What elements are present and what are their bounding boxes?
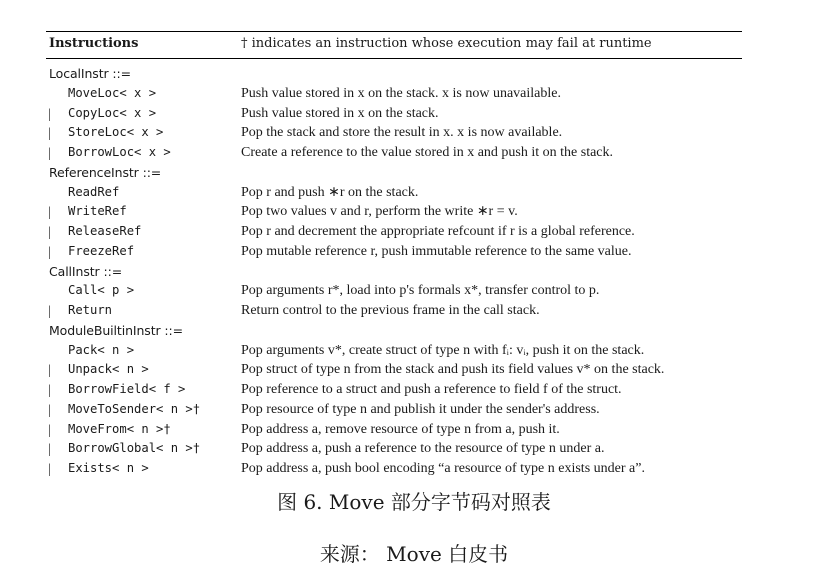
- table-row: [0, 420, 828, 439]
- instruction-name: CopyLoc< x >: [68, 105, 157, 120]
- category-label: ReferenceInstr ::=: [49, 164, 162, 180]
- table-row: [0, 143, 828, 162]
- instruction-name: BorrowGlobal< n >†: [68, 441, 201, 456]
- table-row: [0, 439, 828, 458]
- table-row: [0, 242, 828, 261]
- instruction-description: Pop r and decrement the appropriate refcount if r is a global reference.: [241, 224, 635, 239]
- category-row: [0, 321, 828, 340]
- alternative-bar: |: [48, 461, 51, 476]
- instruction-description: Pop two values v and r, perform the write ∗r = v.: [241, 204, 518, 220]
- instruction-name: FreezeRef: [68, 243, 135, 258]
- alternative-bar: |: [48, 105, 51, 121]
- instruction-name: Pack< n >: [68, 342, 135, 357]
- table-row: [0, 380, 828, 399]
- instruction-name: ReleaseRef: [68, 224, 142, 238]
- instruction-description: Create a reference to the value stored in x and push it on the stack.: [241, 145, 614, 160]
- instruction-name: Unpack< n >: [68, 362, 149, 377]
- instruction-name: BorrowField< f >: [68, 382, 186, 396]
- category-row: [0, 163, 828, 182]
- instruction-description: Push value stored in x on the stack.: [241, 105, 439, 121]
- instruction-name: MoveLoc< x >: [68, 85, 157, 100]
- instruction-description: Pop mutable reference r, push immutable reference to the same value.: [241, 243, 632, 259]
- instruction-description: Pop address a, push a reference to the resource of type n under a.: [241, 441, 605, 457]
- table-header-rule: [46, 58, 742, 59]
- category-label: ModuleBuiltinInstr ::=: [49, 322, 184, 338]
- table-row: [0, 341, 828, 360]
- instruction-description: Pop struct of type n from the stack and push its field values v* on the stack.: [241, 362, 665, 378]
- alternative-bar: |: [48, 243, 51, 259]
- alternative-bar: |: [48, 224, 51, 239]
- instruction-name: ReadRef: [68, 184, 120, 199]
- instruction-name: Return: [68, 303, 113, 317]
- category-label: LocalInstr ::=: [49, 66, 132, 81]
- alternative-bar: |: [48, 382, 51, 397]
- instruction-description: Pop arguments v*, create struct of type n with fᵢ: vᵢ, push it on the stack.: [241, 342, 645, 358]
- category-row: [0, 262, 828, 281]
- alternative-bar: |: [48, 401, 51, 417]
- table-row: [0, 123, 828, 142]
- alternative-bar: |: [48, 303, 51, 318]
- instruction-description: Pop reference to a struct and push a reference to field f of the struct.: [241, 382, 622, 397]
- category-label: CallInstr ::=: [49, 263, 123, 279]
- table-row: [0, 84, 828, 103]
- header-note: † indicates an instruction whose execution may fail at runtime: [241, 36, 652, 51]
- table-row: [0, 400, 828, 419]
- instruction-description: Pop address a, remove resource of type n from a, push it.: [241, 421, 560, 437]
- instruction-description: Return control to the previous frame in the call stack.: [241, 303, 540, 318]
- alternative-bar: |: [48, 145, 51, 160]
- instruction-description: Pop the stack and store the result in x. x is now available.: [241, 125, 563, 141]
- table-row: [0, 301, 828, 320]
- table-row: [0, 360, 828, 379]
- table-row: [0, 281, 828, 300]
- table-row: [0, 104, 828, 123]
- instruction-name: Exists< n >: [68, 461, 149, 475]
- source-caption: 来源： Move 白皮书: [319, 542, 509, 566]
- instruction-description: Pop resource of type n and publish it under the sender's address.: [241, 401, 600, 417]
- category-row: [0, 64, 828, 83]
- table-row: [0, 202, 828, 221]
- figure-caption: 图 6. Move 部分字节码对照表: [277, 490, 551, 514]
- instruction-description: Push value stored in x on the stack. x is now unavailable.: [241, 85, 561, 101]
- instruction-name: WriteRef: [68, 204, 127, 219]
- instruction-name: StoreLoc< x >: [68, 125, 164, 140]
- alternative-bar: |: [48, 362, 51, 378]
- header-instructions: Instructions: [49, 36, 139, 51]
- instruction-description: Pop address a, push bool encoding “a resource of type n exists under a”.: [241, 461, 645, 476]
- instruction-name: BorrowLoc< x >: [68, 145, 171, 159]
- instruction-name: Call< p >: [68, 283, 135, 298]
- alternative-bar: |: [48, 421, 51, 437]
- instruction-name: MoveFrom< n >†: [68, 421, 171, 436]
- table-top-rule: [46, 31, 742, 32]
- table-row: [0, 183, 828, 202]
- alternative-bar: |: [48, 441, 51, 457]
- alternative-bar: |: [48, 125, 51, 141]
- table-row: [0, 459, 828, 478]
- instruction-description: Pop arguments r*, load into p's formals x*, transfer control to p.: [241, 283, 600, 299]
- table-row: [0, 222, 828, 241]
- alternative-bar: |: [48, 204, 51, 220]
- instruction-name: MoveToSender< n >†: [68, 401, 201, 416]
- instruction-description: Pop r and push ∗r on the stack.: [241, 184, 419, 200]
